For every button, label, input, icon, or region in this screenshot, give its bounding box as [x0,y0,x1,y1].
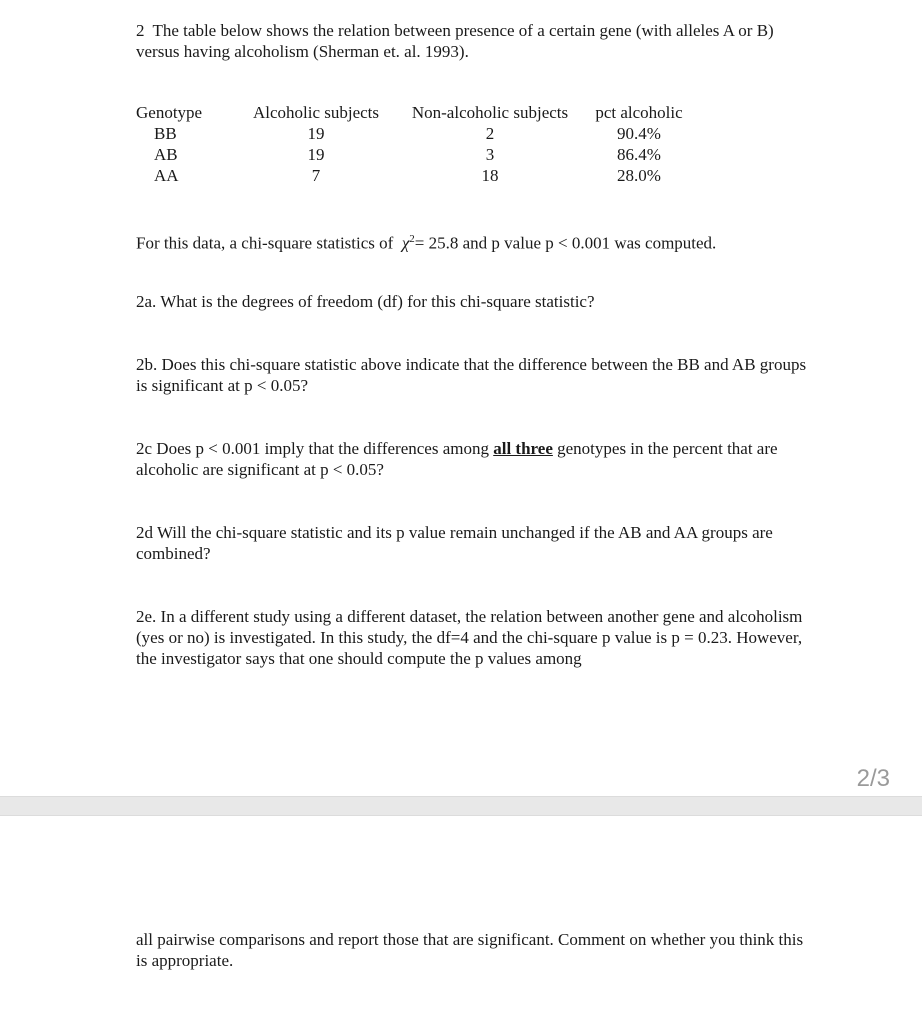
table-header-row [136,102,694,123]
question-2e-part1: 2e. In a different study using a different dataset, the relation between another gene and alcoholism (yes or no) is investigated. In this study, the df=4 and the chi-square p value is p = 0.23. However, the investigator says that one should compute the p values among [136,607,803,668]
stats-rest: = 25.8 and p value p < 0.001 was computed. [414,233,717,253]
cell-genotype: AB [154,145,178,164]
question-2c-after: genotypes in the percent that are alcoholic are significant at p < 0.05? [136,439,778,479]
table-row [136,123,694,144]
cell-alcoholic: 19 [307,145,325,164]
cell-non-alcoholic: 18 [481,166,499,185]
table-row [136,165,694,186]
question-2c [136,438,816,480]
table-row [136,144,694,165]
header-pct-alcoholic: pct alcoholic [595,103,683,122]
chi-symbol: χ [401,233,410,253]
chi-superscript: 2 [409,233,415,245]
question-number: 2 [136,21,145,40]
question-2e-part2: all pairwise comparisons and report those that are significant. Comment on whether you think this is appropriate. [136,930,804,970]
genotype-table [136,102,694,186]
header-non-alcoholic: Non-alcoholic subjects [411,103,569,122]
question-2d: 2d Will the chi-square statistic and its p value remain unchanged if the AB and AA groups are combined? [136,523,773,563]
question-2c-emphasis: all three [493,439,553,458]
page-separator [0,796,922,816]
question-2-text: The table below shows the relation between presence of a certain gene (with alleles A or B) versus having alcoholism (Sherman et. al. 1993). [136,21,774,61]
question-2-intro [136,20,816,62]
chi-square-statement [136,229,816,254]
document-page-next [0,816,922,1024]
cell-alcoholic: 19 [307,124,325,143]
question-2b: 2b. Does this chi-square statistic above indicate that the difference between the BB and AB groups is significant at p < 0.05? [136,355,807,395]
cell-alcoholic: 7 [311,166,321,185]
cell-genotype: BB [154,124,177,143]
stats-prefix: For this data, a chi-square statistics of [136,233,394,253]
header-genotype: Genotype [136,103,203,122]
question-2a: 2a. What is the degrees of freedom (df) for this chi-square statistic? [136,292,595,311]
question-2c-before: 2c Does p < 0.001 imply that the differences among [136,439,489,458]
cell-pct: 86.4% [617,145,661,164]
cell-non-alcoholic: 2 [485,124,495,143]
cell-pct: 28.0% [617,166,661,185]
cell-genotype: AA [154,166,179,185]
header-alcoholic: Alcoholic subjects [252,103,380,122]
cell-non-alcoholic: 3 [485,145,495,164]
cell-pct: 90.4% [617,124,661,143]
page-indicator: 2/3 [856,765,890,792]
